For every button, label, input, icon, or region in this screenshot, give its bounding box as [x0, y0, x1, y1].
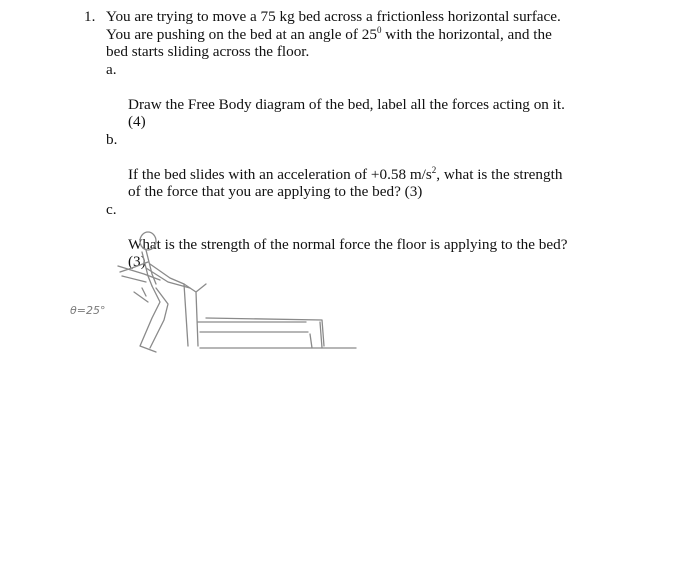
part-b — [84, 131, 644, 201]
question-text-end: with the horizontal, and the bed starts sliding across the floor. — [106, 25, 552, 60]
bed-footboard — [310, 322, 322, 348]
person-arms — [120, 262, 190, 288]
part-b-text — [128, 166, 562, 201]
part-a — [84, 61, 644, 131]
bed-mattress — [198, 318, 324, 346]
part-b-exponent: 2 — [431, 164, 437, 175]
question-text-main: You are trying to move a 75 kg bed across a frictionless horizontal surface. You are pushing on the bed at an angle of 25 — [106, 8, 561, 43]
bed-push-sketch — [60, 222, 370, 367]
question-text — [106, 8, 644, 61]
part-b-text-end: , what is the strength of the force that you are applying to the bed? (3) — [128, 165, 563, 200]
part-c-label: c. — [106, 200, 117, 218]
part-b-label: b. — [106, 130, 118, 148]
degree-mark: 0 — [376, 24, 382, 35]
part-a-text: Draw the Free Body diagram of the bed, label all the forces acting on it. (4) — [128, 95, 565, 130]
question-number: 1. — [84, 8, 96, 25]
angle-label: θ=25° — [70, 304, 106, 317]
part-a-label: a. — [106, 60, 117, 78]
angle-arc — [134, 288, 148, 302]
bed-headboard — [184, 284, 206, 346]
person-torso — [142, 250, 156, 286]
part-c-text: What is the strength of the normal force the floor is applying to the bed? (3) — [128, 235, 568, 270]
person-head — [140, 232, 156, 250]
person-legs — [140, 286, 168, 352]
part-b-text-main: If the bed slides with an acceleration of +0.58 m/s — [128, 165, 432, 183]
